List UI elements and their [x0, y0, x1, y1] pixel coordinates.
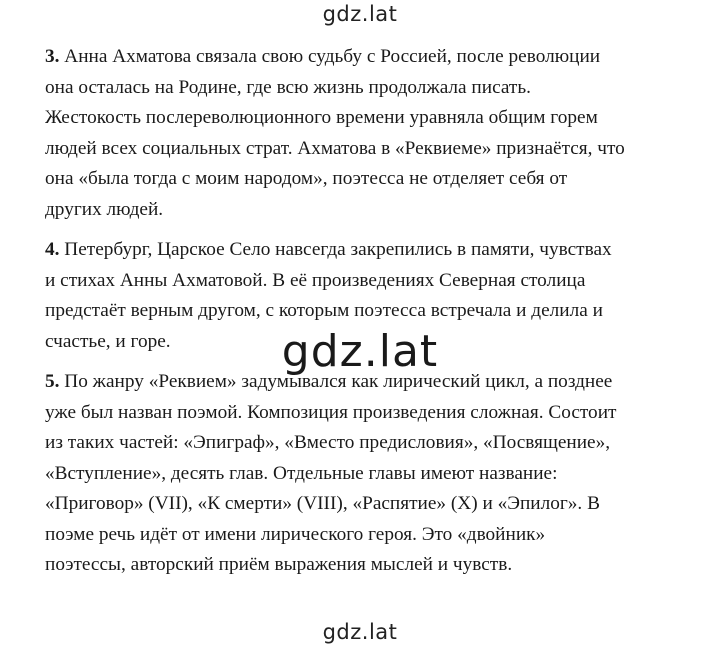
text-line: счастье, и горе. [45, 330, 171, 352]
watermark-top: gdz.lat [322, 2, 398, 26]
text-line: предстаёт верным другом, с которым поэтесса встречала и делила и [45, 300, 603, 321]
text-line: она осталась на Родине, где всю жизнь продолжала писать. [45, 76, 531, 98]
text-line: людей всех социальных страт. Ахматова в «Реквиеме» признаётся, что [45, 137, 625, 159]
text-line: «Вступление», десять глав. Отдельные главы имеют название: [45, 462, 558, 484]
text-line: «Приговор» (VII), «К смерти» (VIII), «Распятие» (X) и «Эпилог». В [45, 493, 600, 514]
paragraph-number: 5. [45, 371, 60, 392]
text-line: 5. По жанру «Реквием» задумывался как лирический цикл, а позднее [45, 371, 613, 392]
paragraph-number: 3. [45, 46, 60, 67]
paragraph-3 [45, 42, 705, 225]
paragraph-number: 4. [45, 239, 60, 260]
text-line: уже был назван поэмой. Композиция произведения сложная. Состоит [45, 401, 617, 423]
text-line: поэме речь идёт от имени лирического героя. Это «двойник» [45, 523, 546, 545]
text-line: и стихах Анны Ахматовой. В её произведениях Северная столица [45, 269, 586, 291]
text-line: из таких частей: «Эпиграф», «Вместо предисловия», «Посвящение», [45, 432, 611, 453]
paragraph-5 [45, 367, 705, 581]
watermark-center: gdz.lat [281, 326, 439, 377]
text-line: других людей. [45, 198, 164, 220]
text-line: 3. Анна Ахматова связала свою судьбу с Россией, после революции [45, 46, 601, 67]
text-line: 4. Петербург, Царское Село навсегда закрепились в памяти, чувствах [45, 239, 612, 260]
text-line: она «была тогда с моим народом», поэтесса не отделяет себя от [45, 168, 568, 189]
text-line: Жестокость послереволюционного времени уравняла общим горем [45, 107, 598, 128]
text-line: поэтессы, авторский приём выражения мыслей и чувств. [45, 554, 513, 575]
watermark-bottom: gdz.lat [322, 620, 398, 644]
document-body [45, 42, 705, 591]
